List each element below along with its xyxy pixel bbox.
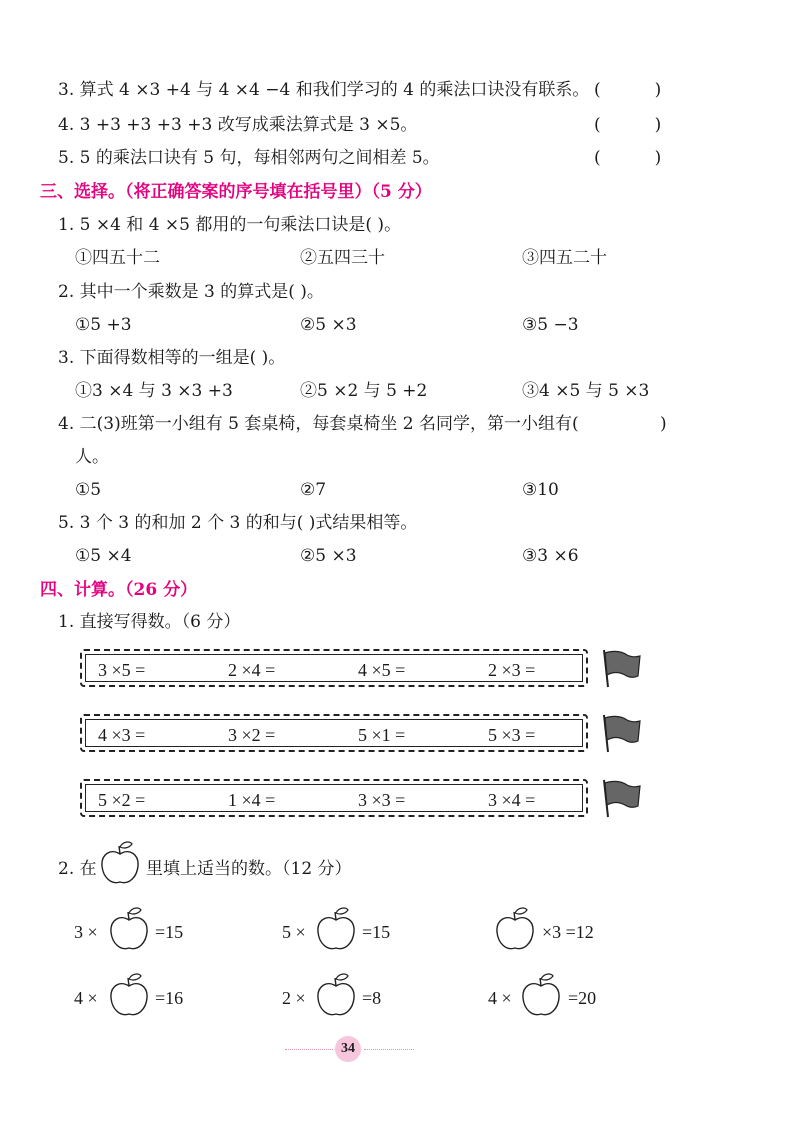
choice-option[interactable]: ③5 −3 — [522, 315, 579, 335]
choice-question-5: 5. 3 个 3 的和加 2 个 3 的和与( )式结果相等。 — [58, 513, 418, 533]
choice-option[interactable]: ②5 ×3 — [300, 315, 357, 335]
choice-option[interactable]: ②7 — [300, 480, 327, 500]
calc-question-2-suffix: 里填上适当的数。（12 分） — [146, 859, 352, 879]
apple-input[interactable] — [313, 972, 359, 1018]
choice-option[interactable]: ①5 ×4 — [75, 546, 132, 566]
calc-expression: 3 ×2 = — [228, 725, 276, 745]
calc-expression: 5 ×3 = — [488, 725, 536, 745]
page-number: 34 — [335, 1036, 361, 1062]
flag-icon — [596, 648, 642, 688]
choice-option[interactable]: ②五四三十 — [300, 248, 385, 268]
judge-item-4: 4. 3 +3 +3 +3 +3 改写成乘法算式是 3 ×5。 — [58, 115, 418, 135]
answer-paren-close[interactable]: ) — [660, 414, 667, 434]
choice-question-3: 3. 下面得数相等的一组是( )。 — [58, 348, 286, 368]
calc-question-1-title: 1. 直接写得数。（6 分） — [58, 612, 241, 632]
apple-eq-left: 3 × — [74, 922, 98, 942]
choice-option[interactable]: ②5 ×2 与 5 +2 — [300, 381, 428, 401]
calc-expression: 5 ×2 = — [98, 790, 146, 810]
choice-question-4: 4. 二(3)班第一小组有 5 套桌椅，每套桌椅坐 2 名同学，第一小组有( — [58, 414, 579, 434]
choice-option[interactable]: ①5 — [75, 480, 102, 500]
apple-eq-right: =16 — [155, 988, 184, 1008]
choice-question-2: 2. 其中一个乘数是 3 的算式是( )。 — [58, 282, 324, 302]
choice-option[interactable]: ③4 ×5 与 5 ×3 — [522, 381, 650, 401]
choice-question-1: 1. 5 ×4 和 4 ×5 都用的一句乘法口诀是( )。 — [58, 215, 402, 235]
apple-eq-left: 4 × — [488, 988, 512, 1008]
calc-question-2-prefix: 2. 在 — [58, 859, 97, 879]
choice-option[interactable]: ③3 ×6 — [522, 546, 579, 566]
apple-input[interactable] — [492, 906, 538, 952]
choice-option[interactable]: ①四五十二 — [75, 248, 160, 268]
choice-option[interactable]: ③10 — [522, 480, 559, 500]
flag-icon — [596, 713, 642, 753]
calc-row-box — [80, 714, 588, 752]
apple-input[interactable] — [106, 972, 152, 1018]
footer-divider — [285, 1049, 333, 1050]
answer-paren[interactable]: ( ) — [594, 80, 662, 100]
choice-question-4-continuation: 人。 — [75, 447, 109, 467]
answer-paren[interactable]: ( ) — [594, 148, 662, 168]
calc-expression: 2 ×3 = — [488, 660, 536, 680]
choice-option[interactable]: ②5 ×3 — [300, 546, 357, 566]
answer-paren[interactable]: ( ) — [594, 115, 662, 135]
judge-item-5: 5. 5 的乘法口诀有 5 句，每相邻两句之间相差 5。 — [58, 148, 440, 168]
apple-input[interactable] — [313, 906, 359, 952]
apple-icon — [97, 840, 143, 886]
judge-item-3: 3. 算式 4 ×3 +4 与 4 ×4 −4 和我们学习的 4 的乘法口诀没有联系。 — [58, 80, 590, 100]
apple-eq-right: =15 — [362, 922, 391, 942]
footer-divider — [364, 1049, 414, 1050]
apple-input[interactable] — [518, 972, 564, 1018]
section-heading-choice: 三、选择。（将正确答案的序号填在括号里）（5 分） — [40, 182, 432, 202]
calc-expression: 3 ×4 = — [488, 790, 536, 810]
calc-expression: 3 ×5 = — [98, 660, 146, 680]
calc-expression: 2 ×4 = — [228, 660, 276, 680]
apple-eq-right: ×3 =12 — [542, 922, 594, 942]
choice-option[interactable]: ③四五二十 — [522, 248, 607, 268]
calc-row-box — [80, 649, 588, 687]
choice-option[interactable]: ①5 +3 — [75, 315, 132, 335]
flag-icon — [596, 778, 642, 818]
apple-eq-right: =20 — [568, 988, 597, 1008]
calc-expression: 4 ×5 = — [358, 660, 406, 680]
apple-eq-right: =8 — [362, 988, 382, 1008]
calc-expression: 1 ×4 = — [228, 790, 276, 810]
apple-eq-left: 5 × — [282, 922, 306, 942]
section-heading-calc: 四、计算。（26 分） — [40, 580, 198, 600]
calc-row-box — [80, 779, 588, 817]
apple-input[interactable] — [106, 906, 152, 952]
choice-option[interactable]: ①3 ×4 与 3 ×3 +3 — [75, 381, 233, 401]
calc-expression: 3 ×3 = — [358, 790, 406, 810]
apple-eq-left: 4 × — [74, 988, 98, 1008]
apple-eq-right: =15 — [155, 922, 184, 942]
apple-eq-left: 2 × — [282, 988, 306, 1008]
calc-expression: 5 ×1 = — [358, 725, 406, 745]
calc-expression: 4 ×3 = — [98, 725, 146, 745]
